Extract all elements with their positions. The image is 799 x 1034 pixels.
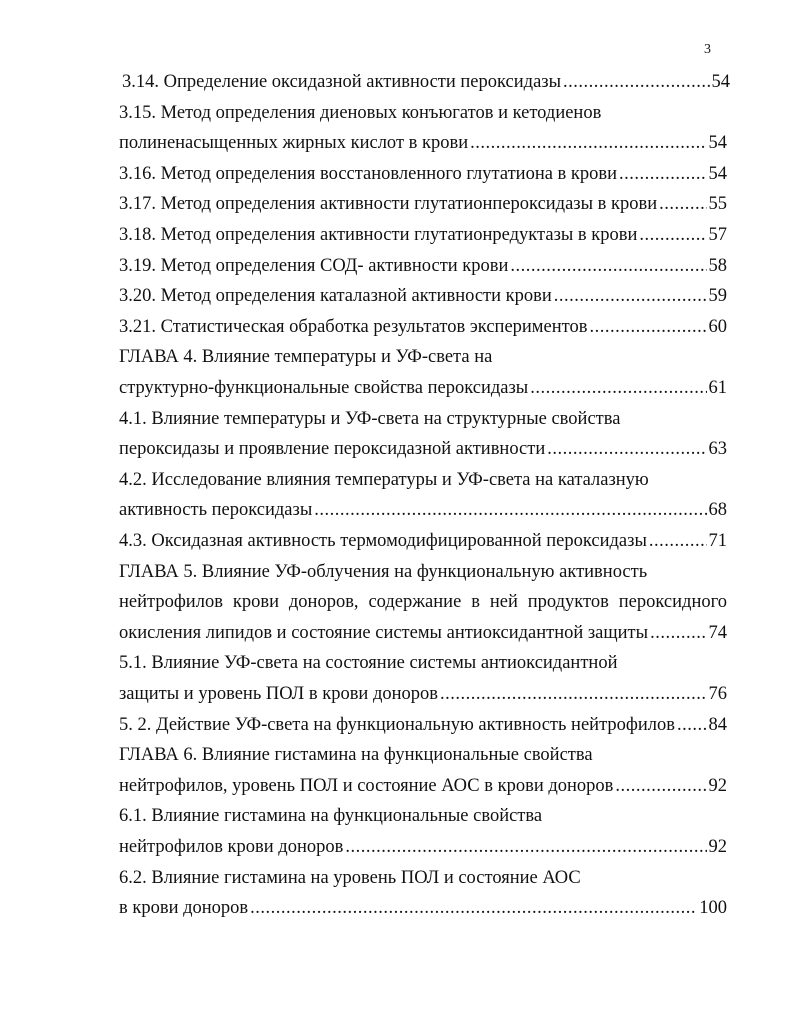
toc-leader-dots xyxy=(345,835,706,859)
toc-entry-title: 5.1. Влияние УФ-света на состояние системы антиоксидантной xyxy=(119,653,618,673)
toc-line xyxy=(119,645,617,675)
toc-line xyxy=(119,768,727,798)
toc-entry-title: 3.15. Метод определения диеновых конъюгатов и кетодиенов xyxy=(119,103,602,123)
toc-entry-title: пероксидазы и проявление пероксидазной активности xyxy=(119,439,546,459)
toc-line xyxy=(119,309,727,339)
toc-entry-title: ГЛАВА 6. Влияние гистамина на функциональные свойства xyxy=(119,745,593,765)
toc-word: крови xyxy=(232,592,279,612)
toc-line xyxy=(119,615,727,645)
toc-line xyxy=(119,798,542,828)
toc-page-number: 60 xyxy=(708,317,727,337)
toc-page-number: 54 xyxy=(708,133,727,153)
toc-page-number: 54 xyxy=(708,164,727,184)
toc-leader-dots xyxy=(554,284,707,308)
toc-leader-dots xyxy=(250,896,697,920)
toc-line xyxy=(119,523,727,553)
toc-leader-dots xyxy=(314,498,706,522)
toc-page-number: 74 xyxy=(708,623,727,643)
toc-page-number: 57 xyxy=(708,225,727,245)
toc-entry-title: активность пероксидазы xyxy=(119,500,313,520)
toc-word: продуктов xyxy=(527,592,609,612)
toc-line xyxy=(119,248,727,278)
toc-line xyxy=(119,584,727,614)
toc-entry-title: 3.14. Определение оксидазной активности пероксидазы xyxy=(122,72,562,92)
toc-entry-title: нейтрофилов, уровень ПОЛ и состояние АОС в крови доноров xyxy=(119,776,614,796)
toc-page-number: 63 xyxy=(708,439,727,459)
toc-leader-dots xyxy=(619,162,706,186)
toc-line xyxy=(119,431,727,461)
toc-leader-dots xyxy=(547,437,706,461)
toc-page-number: 84 xyxy=(708,715,727,735)
toc-leader-dots xyxy=(649,529,707,553)
toc-page-number: 92 xyxy=(708,776,727,796)
toc-entry-title: окисления липидов и состояние системы антиоксидантной защиты xyxy=(119,623,649,643)
toc-leader-dots xyxy=(530,376,706,400)
toc-entry-title: 5. 2. Действие УФ-света на функциональную активность нейтрофилов xyxy=(119,715,675,735)
toc-entry-title: 3.21. Статистическая обработка результатов экспериментов xyxy=(119,317,588,337)
toc-page-number: 58 xyxy=(708,256,727,276)
toc-leader-dots xyxy=(563,70,709,94)
toc-line xyxy=(119,860,581,890)
toc-leader-dots xyxy=(589,315,706,339)
toc-word: содержание xyxy=(368,592,462,612)
toc-page-number: 54 xyxy=(711,72,730,92)
toc-line xyxy=(119,217,727,247)
toc-entry-title: ГЛАВА 5. Влияние УФ-облучения на функциональную активность xyxy=(119,562,648,582)
page-number: 3 xyxy=(704,42,711,57)
toc-leader-dots xyxy=(650,621,706,645)
toc-page-number: 55 xyxy=(708,194,727,214)
toc-line xyxy=(119,278,727,308)
toc-line xyxy=(119,462,649,492)
toc-leader-dots xyxy=(440,682,706,706)
toc-word: ней xyxy=(489,592,518,612)
toc-entry-title: 3.16. Метод определения восстановленного глутатиона в крови xyxy=(119,164,618,184)
toc-leader-dots xyxy=(659,192,706,216)
toc-entry-title: структурно-функциональные свойства пероксидазы xyxy=(119,378,529,398)
toc-line xyxy=(119,676,727,706)
toc-line xyxy=(119,125,727,155)
toc-word: в xyxy=(471,592,480,612)
toc-entry-title: нейтрофилов крови доноров xyxy=(119,837,344,857)
toc-entry-title: 3.19. Метод определения СОД- активности крови xyxy=(119,256,509,276)
toc-leader-dots xyxy=(677,713,707,737)
toc-line xyxy=(119,401,620,431)
toc-line xyxy=(119,554,647,584)
toc-line xyxy=(119,339,492,369)
toc-entry-title: 3.17. Метод определения активности глутатионпероксидазы в крови xyxy=(119,194,658,214)
toc-entry-title: 6.2. Влияние гистамина на уровень ПОЛ и состояние АОС xyxy=(119,868,581,888)
toc-entry-title: 4.1. Влияние температуры и УФ-света на структурные свойства xyxy=(119,409,621,429)
toc-word: нейтрофилов xyxy=(119,592,223,612)
toc-page-number: 59 xyxy=(708,286,727,306)
toc-line xyxy=(122,64,730,94)
toc-page-number: 71 xyxy=(708,531,727,551)
toc-page-number: 61 xyxy=(708,378,727,398)
toc-line xyxy=(119,737,593,767)
toc-page-number: 100 xyxy=(699,898,727,918)
toc-leader-dots xyxy=(615,774,706,798)
toc-entry-title: защиты и уровень ПОЛ в крови доноров xyxy=(119,684,439,704)
toc-page-number: 68 xyxy=(708,500,727,520)
toc-entry-title: 4.2. Исследование влияния температуры и УФ-света на каталазную xyxy=(119,470,649,490)
toc-entry-title: ГЛАВА 4. Влияние температуры и УФ-света на xyxy=(119,347,493,367)
toc-word: доноров, xyxy=(288,592,359,612)
toc-line xyxy=(119,492,727,522)
toc-line xyxy=(119,186,727,216)
toc-entry-title: в крови доноров xyxy=(119,898,249,918)
toc-entry-title: 3.20. Метод определения каталазной активности крови xyxy=(119,286,552,306)
toc-line xyxy=(119,370,727,400)
toc-word: пероксидного xyxy=(618,592,727,612)
toc-entry-title: 6.1. Влияние гистамина на функциональные свойства xyxy=(119,806,543,826)
toc-line xyxy=(119,156,727,186)
toc-leader-dots xyxy=(639,223,706,247)
toc-leader-dots xyxy=(470,131,706,155)
toc-page-number: 92 xyxy=(708,837,727,857)
toc-entry-title: 4.3. Оксидазная активность термомодифицированной пероксидазы xyxy=(119,531,647,551)
toc-leader-dots xyxy=(510,254,706,278)
toc-line xyxy=(119,707,727,737)
toc-entry-title: 3.18. Метод определения активности глутатионредуктазы в крови xyxy=(119,225,638,245)
toc-entry-title: полиненасыщенных жирных кислот в крови xyxy=(119,133,469,153)
toc-line xyxy=(119,95,601,125)
toc-line xyxy=(119,890,727,920)
toc-line xyxy=(119,829,727,859)
toc-page-number: 76 xyxy=(708,684,727,704)
